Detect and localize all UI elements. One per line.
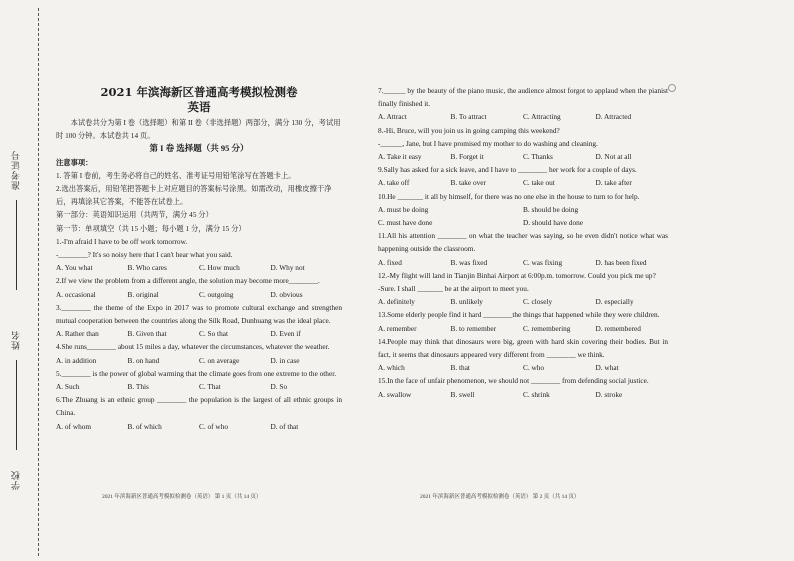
name-line <box>16 360 17 450</box>
answer-option: B. on hand <box>127 355 160 365</box>
answer-option: A. Take it easy <box>378 152 422 162</box>
binding-margin <box>0 0 48 561</box>
answer-option: C. remembering <box>523 323 571 333</box>
answer-option: B. should be doing <box>523 204 579 214</box>
answer-option: A. definitely <box>378 297 415 307</box>
name-label: 姓名 <box>12 330 22 350</box>
school-label: 学校 <box>12 470 22 490</box>
question-text: -Sure. I shall _______ be at the airport to meet you. <box>378 284 529 294</box>
answer-option: C. shrink <box>523 389 550 399</box>
question-text: 10.He _______ it all by himself, for there was no one else in the house to turn to for help. <box>378 191 640 201</box>
question-text: 9.Sally has asked for a sick leave, and I have to ________ her work for a couple of days. <box>378 165 637 175</box>
answer-option: B. original <box>127 289 159 299</box>
answer-option: D. in case <box>270 355 300 365</box>
notice-title: 注意事项： <box>56 157 93 167</box>
section1-title: 第一部分：英语知识运用（共两节，满分 45 分） <box>56 210 213 220</box>
answer-option: D. obvious <box>270 289 303 299</box>
answer-option: D. Even if <box>270 329 301 339</box>
question-text: 6.The Zhuang is an ethnic group ________ the population is the largest of all ethnic groups in China. <box>56 395 342 418</box>
question-text: 11.All his attention ________ on what the teacher was saying, so he even didn't notice what was happening outside the classroom. <box>378 231 668 254</box>
answer-option: A. fixed <box>378 257 402 267</box>
answer-option: C. of who <box>199 421 228 431</box>
answer-option: B. To attract <box>450 112 487 122</box>
question-text: 15.In the face of unfair phenomenon, we should not ________ from defending social justice. <box>378 376 649 386</box>
answer-option: C. That <box>199 382 221 392</box>
answer-option: C. on average <box>199 355 240 365</box>
right-questions <box>378 84 668 401</box>
part1-title: 第 I 卷 选择题（共 95 分） <box>149 143 249 154</box>
answer-option: C. outgoing <box>199 289 234 299</box>
answer-option: A. Rather than <box>56 329 99 339</box>
answer-option: D. has been fixed <box>595 257 647 267</box>
question-text: 8.-Hi, Bruce, will you join us in going camping this weekend? <box>378 125 560 135</box>
answer-option: D. of that <box>270 421 299 431</box>
answer-option: A. which <box>378 363 405 373</box>
answer-option: C. Thanks <box>523 152 553 162</box>
option-row <box>378 256 668 269</box>
answer-option: C. was fixing <box>523 257 563 267</box>
answer-option: A. must be doing <box>378 204 429 214</box>
question-text: 1.-I'm afraid I have to be off work tomorrow. <box>56 236 188 246</box>
question-text: 4.She runs________ about 15 miles a day, whatever the circumstances, whatever the weather. <box>56 342 330 352</box>
option-row <box>56 380 342 393</box>
option-row <box>378 322 668 335</box>
answer-option: B. take over <box>450 178 486 188</box>
answer-option: C. take out <box>523 178 555 188</box>
answer-option: D. should have done <box>523 218 583 228</box>
answer-option: A. You what <box>56 263 93 273</box>
option-row <box>56 354 342 367</box>
left-column <box>56 84 342 433</box>
question-text: 14.People may think that dinosaurs were big, green with hard skin covering their bodies. But in fact, it seems that dinosaurs appeared very different from ________ we think. <box>378 336 668 360</box>
answer-option: C. How much <box>199 263 240 273</box>
answer-option: D. take after <box>595 178 632 188</box>
option-row <box>56 288 342 301</box>
answer-option: D. Not at all <box>595 152 632 162</box>
intro-text: 本试卷共分为第 I 卷（选择题）和第 II 卷（非选择题）两部分，满分 130 分，考试用时 100 分钟。本试卷共 14 页。 <box>56 118 341 141</box>
answer-option: B. This <box>127 382 149 392</box>
answer-option: D. So <box>270 382 288 392</box>
footer-right: 2021 年滨海新区普通高考模拟检测卷（英语） 第 2 页（共 14 页） <box>420 494 580 500</box>
answer-option: D. stroke <box>595 389 623 399</box>
answer-option: B. Given that <box>127 329 167 339</box>
option-row <box>378 361 668 374</box>
answer-option: A. of whom <box>56 421 92 431</box>
answer-option: B. to remember <box>450 323 497 333</box>
answer-option: B. swell <box>450 389 475 399</box>
question-text: 3.________ the theme of the Expo in 2017 was to promote cultural exchange and strengthen mutual cooperation between the countries along the Silk Road, Dunhuang was the ideal place. <box>56 302 342 326</box>
question-text: -______, Jane, but I have promised my mother to do washing and cleaning. <box>378 138 598 148</box>
option-row <box>378 295 668 308</box>
exam-subject: 英语 <box>187 102 211 114</box>
question-text: 7.______ by the beauty of the piano music, the audience almost forgot to applaud when the pianist finally finished it. <box>378 86 668 109</box>
section1-1-title: 第一节：单项填空（共 15 小题；每小题 1 分，满分 15 分） <box>56 223 246 233</box>
answer-option: D. what <box>595 363 619 373</box>
question-text: -________? It's so noisy here that I can't hear what you said. <box>56 250 233 260</box>
option-row <box>56 327 342 340</box>
answer-option: B. Forget it <box>450 152 484 162</box>
answer-option: C. So that <box>199 329 228 339</box>
answer-option: B. Who cares <box>127 263 167 273</box>
answer-option: C. Attracting <box>523 112 561 122</box>
answer-option: D. Attracted <box>595 112 632 122</box>
answer-option: C. closely <box>523 297 553 307</box>
option-row <box>378 388 668 401</box>
option-row <box>56 261 342 274</box>
option-row <box>378 216 668 229</box>
answer-option: A. swallow <box>378 389 412 399</box>
left-questions <box>56 235 342 433</box>
question-text: 13.Some elderly people find it hard ________the things that happened while they were children. <box>378 310 660 320</box>
notice-2: 2.选出答案后，用铅笔把答题卡上对应题目的答案标号涂黑。如需改动，用橡皮擦干净后，再填涂其它答案，不能答在试卷上。 <box>56 184 332 207</box>
answer-option: C. who <box>523 363 545 373</box>
answer-option: A. occasional <box>56 289 96 299</box>
answer-option: C. must have done <box>378 218 433 228</box>
scan-mark <box>668 84 676 92</box>
answer-option: A. take off <box>378 178 410 188</box>
exam-id-label: 准考证号 <box>12 150 22 190</box>
option-row <box>56 420 342 433</box>
option-row <box>378 150 668 163</box>
answer-option: B. of which <box>127 421 162 431</box>
answer-option: D. especially <box>595 297 634 307</box>
answer-option: D. remembered <box>595 323 641 333</box>
option-row <box>378 203 668 216</box>
footer-left: 2021 年滨海新区普通高考模拟检测卷（英语） 第 1 页（共 14 页） <box>102 494 262 500</box>
answer-option: B. unlikely <box>450 297 483 307</box>
option-row <box>378 176 668 189</box>
answer-option: A. Attract <box>378 112 407 122</box>
answer-option: A. in addition <box>56 355 97 365</box>
option-row <box>378 110 668 123</box>
right-column <box>378 84 668 401</box>
question-text: 2.If we view the problem from a different angle, the solution may become more________. <box>56 276 320 286</box>
answer-option: D. Why not <box>270 263 305 273</box>
answer-option: A. Such <box>56 382 80 392</box>
answer-option: B. that <box>450 363 470 373</box>
exam-id-line <box>16 200 17 290</box>
answer-option: B. was fixed <box>450 257 488 267</box>
question-text: 5.________ is the power of global warming that the climate goes from one extreme to the other. <box>56 368 337 378</box>
answer-option: A. remember <box>378 323 417 333</box>
question-text: 12.-My flight will land in Tianjin Binhai Airport at 6:00p.m. tomorrow. Could you pick me up? <box>378 270 656 280</box>
exam-title: 2021 年滨海新区普通高考模拟检测卷 <box>100 85 298 99</box>
seal-dotted-line <box>38 8 39 556</box>
notice-1: 1. 答第 I 卷前，考生务必将自己的姓名、准考证号用铅笔涂写在答题卡上。 <box>56 170 296 180</box>
